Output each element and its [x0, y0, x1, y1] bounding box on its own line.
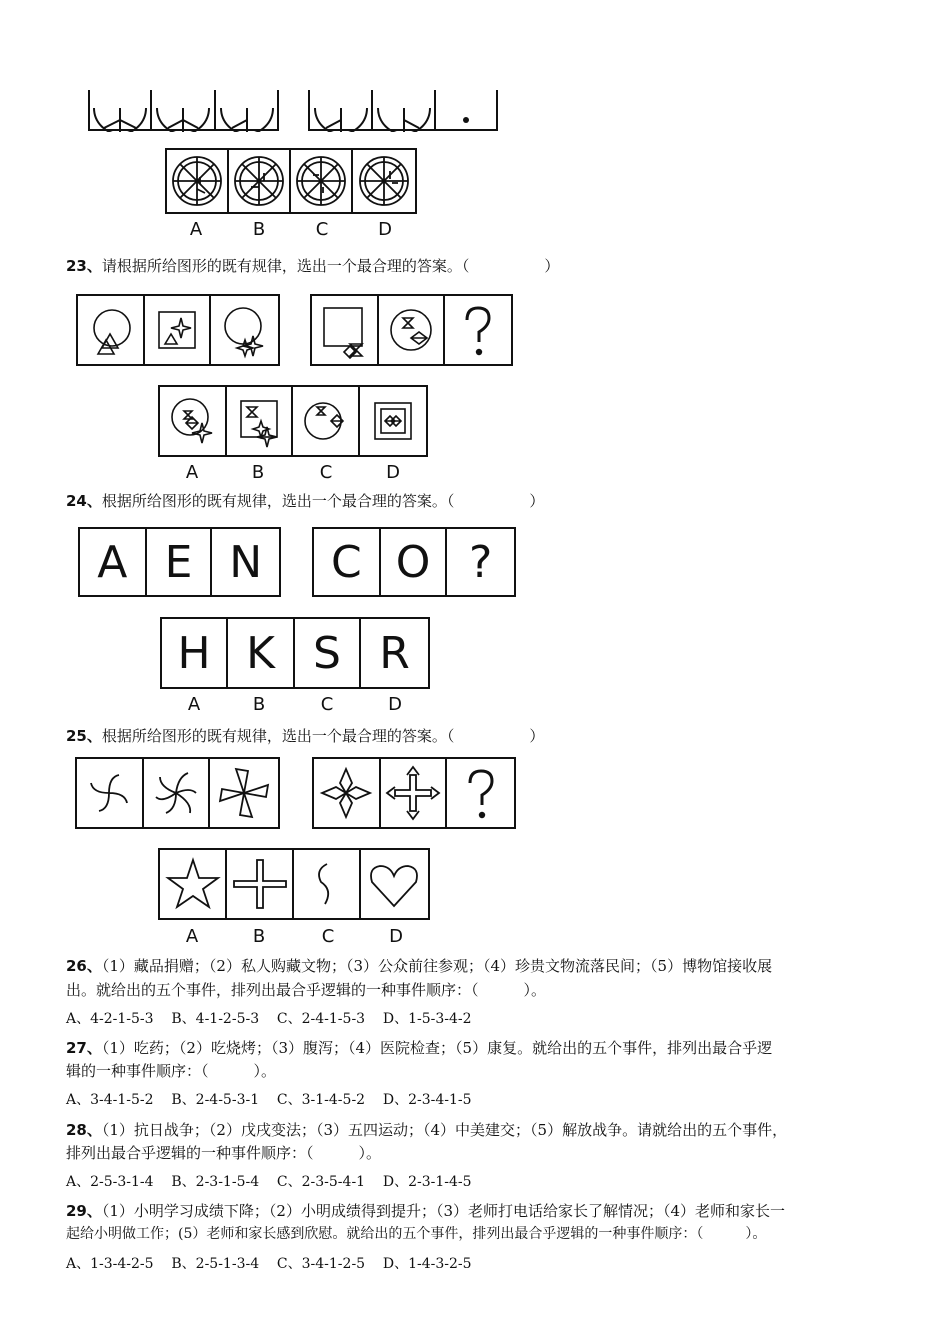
- q25-choice-a[interactable]: [160, 850, 227, 918]
- q25-seq2-cell-1: [314, 759, 381, 827]
- q23-choice-d[interactable]: [360, 387, 426, 455]
- q23-number: 23、: [66, 257, 102, 275]
- q27-line-1: [66, 1038, 772, 1058]
- q29-number: 29、: [66, 1202, 102, 1220]
- q29-options[interactable]: A、1-3-4-2-5 B、2-5-1-3-4 C、3-4-1-2-5 D、1-4-3-2-5: [66, 1256, 472, 1272]
- q25-text: 根据所给图形的既有规律，选出一个最合理的答案。（ ）: [101, 727, 545, 745]
- q24-text: 根据所给图形的既有规律，选出一个最合理的答案。（ ）: [101, 492, 545, 510]
- q23-seq1-cell-3: [211, 296, 278, 364]
- q27-number: 27、: [66, 1039, 102, 1057]
- q24-seq1: [78, 527, 281, 597]
- q24-label-d: D: [388, 694, 402, 715]
- q25-label-d: D: [389, 926, 403, 947]
- q24-label-c: C: [320, 694, 334, 715]
- q23-choices: [158, 385, 428, 457]
- heart-icon: [364, 854, 424, 914]
- q24-seq2-question: ?: [469, 536, 493, 588]
- q25-choice-b[interactable]: [227, 850, 294, 918]
- q23-label-c: C: [319, 462, 333, 483]
- q25-seq1-cell-3: [210, 759, 278, 827]
- s-curve-icon: [297, 854, 357, 914]
- question-mark-icon: [453, 300, 503, 360]
- q23-text: 请根据所给图形的既有规律，选出一个最合理的答案。（ ）: [101, 257, 560, 275]
- q24-choice-d[interactable]: R: [379, 627, 410, 679]
- q26-text-1: （1）藏品捐赠；（2）私人购藏文物；（3）公众前往参观；（4）珍贵文物流落民间；（5）博物馆接收展: [101, 957, 773, 975]
- q25-choice-d[interactable]: [361, 850, 428, 918]
- q23-label-b: B: [251, 462, 265, 483]
- q23-seq1-cell-2: [145, 296, 212, 364]
- q23-choice-c[interactable]: [293, 387, 360, 455]
- q23-choice-a[interactable]: [160, 387, 227, 455]
- q24-seq1-letter-3: N: [229, 536, 263, 588]
- q24-choice-c[interactable]: S: [295, 619, 361, 687]
- circle-figure-icon: [293, 153, 349, 209]
- q26-options[interactable]: A、4-2-1-5-3 B、4-1-2-5-3 C、2-4-1-5-3 D、1-5-3-4-2: [66, 1011, 472, 1027]
- q24-seq2: [312, 527, 516, 597]
- q24-number: 24、: [66, 492, 102, 510]
- q23-seq1-cell-1: [78, 296, 145, 364]
- q25-choices: [158, 848, 430, 920]
- q23-seq1: [76, 294, 280, 366]
- q22-choice-b[interactable]: [229, 150, 291, 212]
- q22-choice-a[interactable]: [167, 150, 229, 212]
- q23-seq2-cell-3: [445, 296, 511, 364]
- q25-choice-c[interactable]: [294, 850, 361, 918]
- q25-label-b: B: [252, 926, 266, 947]
- q22-top-row: [88, 90, 498, 132]
- q28-options[interactable]: A、2-5-3-1-4 B、2-3-1-5-4 C、2-3-5-4-1 D、2-3-1-4-5: [66, 1174, 472, 1190]
- q23-label-d: D: [386, 462, 400, 483]
- q22-choice-d[interactable]: [353, 150, 415, 212]
- q26-number: 26、: [66, 957, 102, 975]
- q24-seq2-letter-1: C: [314, 529, 381, 595]
- q29-line-2: 起给小明做工作；(5）老师和家长感到欣慰。就给出的五个事件，排列出最合乎逻辑的一种事件顺序：（ ）。: [66, 1226, 767, 1242]
- q24-choice-a[interactable]: H: [162, 619, 228, 687]
- q22-label-d: D: [378, 219, 392, 240]
- circle-figure-icon: [169, 153, 225, 209]
- q26-line-2: 出。就给出的五个事件，排列出最合乎逻辑的一种事件顺序：（ ）。: [66, 981, 547, 999]
- q25-question: [66, 726, 544, 746]
- q22-choices: [165, 148, 417, 214]
- cross-icon: [230, 854, 290, 914]
- q26-line-1: [66, 956, 772, 976]
- circle-figure-icon: [231, 153, 287, 209]
- q27-options[interactable]: A、3-4-1-5-2 B、2-4-5-3-1 C、3-1-4-5-2 D、2-3-4-1-5: [66, 1092, 472, 1108]
- q24-seq1-letter-2: E: [147, 529, 213, 595]
- q23-seq2-cell-1: [312, 296, 379, 364]
- q28-line-2: 排列出最合乎逻辑的一种事件顺序：（ ）。: [66, 1144, 382, 1162]
- q23-label-a: A: [185, 462, 199, 483]
- q23-question: [66, 256, 559, 276]
- q24-seq2-letter-2: O: [381, 529, 448, 595]
- question-mark-icon: [456, 763, 506, 823]
- q24-label-a: A: [187, 694, 201, 715]
- q25-seq2-cell-3: [447, 759, 514, 827]
- q23-seq2: [310, 294, 513, 366]
- q28-number: 28、: [66, 1121, 102, 1139]
- q24-label-b: B: [252, 694, 266, 715]
- q29-line-1: [66, 1201, 785, 1221]
- q24-choices: [160, 617, 430, 689]
- q24-seq1-letter-1: A: [80, 529, 147, 595]
- q25-label-c: C: [321, 926, 335, 947]
- q25-number: 25、: [66, 727, 102, 745]
- q29-text-1: （1）小明学习成绩下降；（2）小明成绩得到提升；（3）老师打电话给家长了解情况；（4）老师和家长一: [101, 1202, 786, 1220]
- q23-choice-b[interactable]: [227, 387, 294, 455]
- q25-seq1: [75, 757, 280, 829]
- q24-choice-b[interactable]: K: [228, 619, 295, 687]
- q22-choice-c[interactable]: [291, 150, 353, 212]
- q27-line-2: 辑的一种事件顺序：（ ）。: [66, 1062, 277, 1080]
- q28-line-1: [66, 1120, 787, 1140]
- star-icon: [163, 854, 223, 914]
- q25-seq2-cell-2: [381, 759, 448, 827]
- q25-seq1-cell-1: [77, 759, 144, 827]
- q28-text-1: （1）抗日战争；（2）戊戌变法；（3）五四运动；（4）中美建交；（5）解放战争。请就给出的五个事件，: [101, 1121, 788, 1139]
- q25-label-a: A: [185, 926, 199, 947]
- q24-question: [66, 491, 544, 511]
- q22-label-a: A: [189, 219, 203, 240]
- q22-label-c: C: [315, 219, 329, 240]
- q25-seq1-cell-2: [144, 759, 211, 827]
- q27-text-1: （1）吃药；（2）吃烧烤；（3）腹泻；（4）医院检查；（5）康复。就给出的五个事件，排列出最合乎逻: [101, 1039, 773, 1057]
- q23-seq2-cell-2: [379, 296, 446, 364]
- q25-seq2: [312, 757, 516, 829]
- circle-figure-icon: [356, 153, 412, 209]
- q22-label-b: B: [252, 219, 266, 240]
